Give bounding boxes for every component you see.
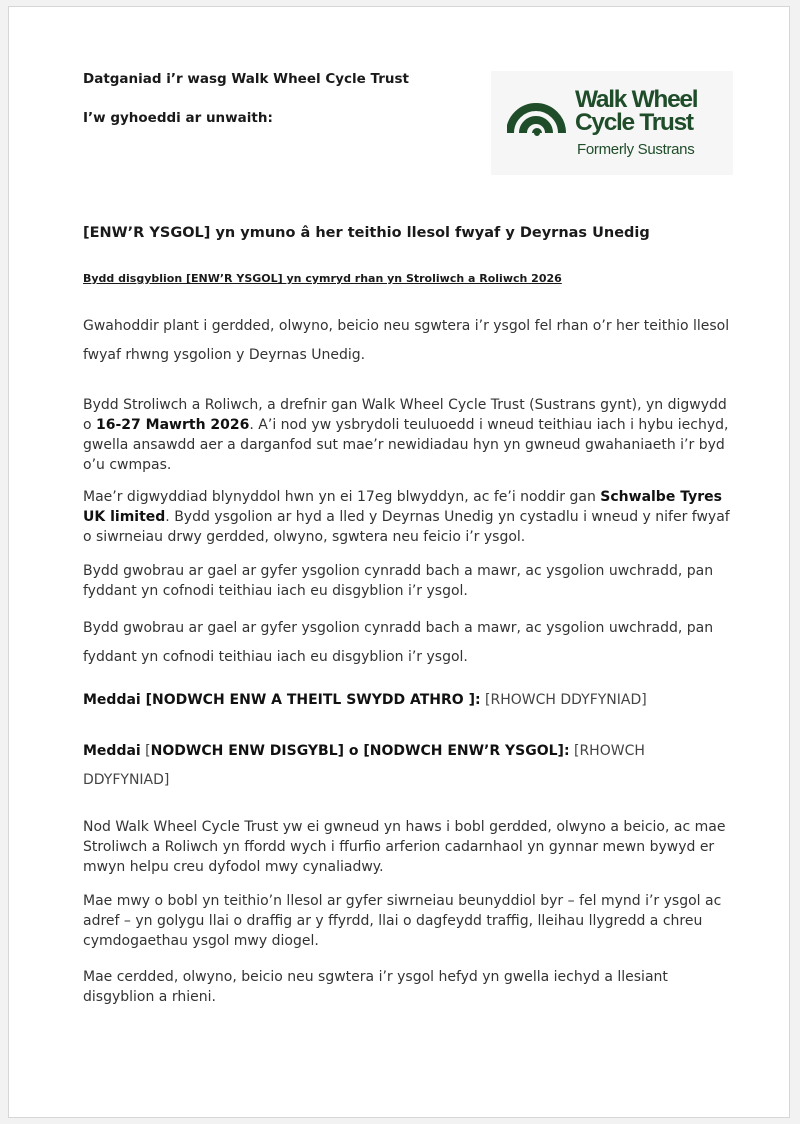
prizes-paragraph: Bydd gwobrau ar gael ar gyfer ysgolion cynradd bach a mawr, ac ysgolion uwchradd, pan fyddant yn cofnodi teithiau iach eu disgyblion i’r ysgol. [83, 563, 714, 599]
intro-paragraph: Gwahoddir plant i gerdded, olwyno, beicio neu sgwtera i’r ysgol fel rhan o’r her teithio llesol fwyaf rhwng ysgolion y Deyrnas Unedig. [83, 318, 730, 363]
pupil-quote-label-2: NODWCH ENW DISGYBL] o [NODWCH ENW’R YSGOL]: [150, 743, 570, 759]
walk-wheel-cycle-trust-logo [491, 71, 733, 175]
teacher-quote [83, 690, 731, 710]
teacher-quote-placeholder: [RHOWCH DDYFYNIAD] [480, 692, 647, 708]
pupil-quote-bracket: [ [140, 743, 151, 759]
active-travel-paragraph: Mae mwy o bobl yn teithio’n llesol ar gyfer siwrneiau beunyddiol byr – fel mynd i’r ysgol ac adref – yn golygu llai o draffig ar y ffyrdd, llai o dagfeydd traffig, lleihau llygredd a chreu cymdogaethau ysgol mwy diogel. [83, 893, 722, 949]
health-paragraph: Mae cerdded, olwyno, beicio neu sgwtera i’r ysgol hefyd yn gwella iechyd a llesiant disgyblion a rhieni. [83, 969, 668, 1005]
event-paragraph [83, 395, 731, 475]
pupil-quote [83, 737, 731, 795]
sponsor-text-end: . Bydd ysgolion ar hyd a lled y Deyrnas Unedig yn cystadlu i wneud y nifer fwyaf o siwrneiau drwy gerdded, olwyno, sgwtera neu feicio i’r ysgol. [83, 509, 730, 545]
publish-immediately-label: I’w gyhoeddi ar unwaith: [83, 110, 273, 126]
teacher-quote-label: Meddai [NODWCH ENW A THEITL SWYDD ATHRO ]: [83, 692, 481, 708]
headline: [ENW’R YSGOL] yn ymuno â her teithio llesol fwyaf y Deyrnas Unedig [83, 225, 650, 241]
document-page [8, 6, 790, 1118]
logo-line-2: Cycle Trust [575, 109, 693, 136]
event-text-end: . A’i nod yw ysbrydoli teuluoedd i wneud teithiau iach i hybu iechyd, gwella ansawdd aer a darganfod sut mae’r newidiadau hyn yn gwneud gwahaniaeth i’r byd o’u cwmpas. [83, 417, 729, 473]
logo-tagline: Formerly Sustrans [577, 141, 695, 158]
event-dates: 16-27 Mawrth 2026 [96, 417, 250, 433]
pupil-quote-label: Meddai [83, 743, 141, 759]
subheadline: Bydd disgyblion [ENW’R YSGOL] yn cymryd rhan yn Stroliwch a Roliwch 2026 [83, 272, 562, 285]
mission-paragraph: Nod Walk Wheel Cycle Trust yw ei gwneud yn haws i bobl gerdded, olwyno a beicio, ac mae Stroliwch a Roliwch yn ffordd wych i ffurfio arferion cadarnhaol yn gynnar mewn bywyd er mwyn helpu creu dyfodol mwy cynaliadwy. [83, 819, 726, 875]
pupil-quote-placeholder: [RHOWCH DDYFYNIAD] [83, 743, 645, 788]
logo-line-1: Walk Wheel [575, 86, 698, 113]
event-text-start: Bydd Stroliwch a Roliwch, a drefnir gan Walk Wheel Cycle Trust (Sustrans gynt), yn digwydd o [83, 397, 727, 433]
press-release-title: Datganiad i’r wasg Walk Wheel Cycle Trust [83, 71, 409, 87]
sponsor-name: Schwalbe Tyres UK limited [83, 489, 722, 525]
arcs-logo-icon [507, 89, 569, 139]
sponsor-paragraph [83, 487, 731, 547]
prizes-paragraph-repeat: Bydd gwobrau ar gael ar gyfer ysgolion cynradd bach a mawr, ac ysgolion uwchradd, pan fyddant yn cofnodi teithiau iach eu disgyblion i’r ysgol. [83, 620, 714, 665]
sponsor-text-start: Mae’r digwyddiad blynyddol hwn yn ei 17eg blwyddyn, ac fe’i noddir gan [83, 489, 601, 505]
